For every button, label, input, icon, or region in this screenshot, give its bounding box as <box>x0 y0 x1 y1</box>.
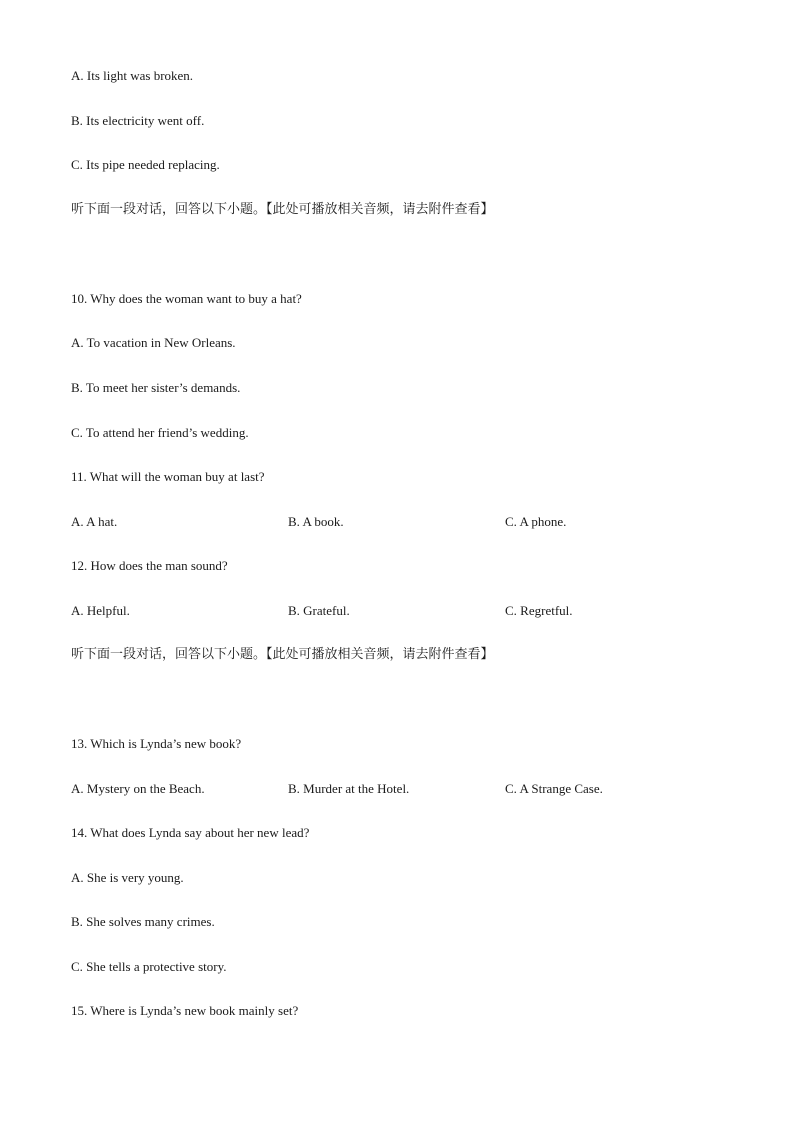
q10-option-b: B. To meet her sister’s demands. <box>71 380 241 395</box>
q12-option-a: A. Helpful. <box>71 603 130 618</box>
q14-option-c: C. She tells a protective story. <box>71 959 227 974</box>
q14-question: 14. What does Lynda say about her new lead? <box>71 825 310 840</box>
q12-question: 12. How does the man sound? <box>71 558 228 573</box>
q11-option-a: A. A hat. <box>71 514 118 529</box>
section-1-instruction: 听下面一段对话，回答以下小题。【此处可播放相关音频，请去附件查看】 <box>71 202 494 217</box>
q14-option-b: B. She solves many crimes. <box>71 914 215 929</box>
q12-options <box>71 603 731 619</box>
q13-question: 13. Which is Lynda’s new book? <box>71 736 242 751</box>
q10-option-c: C. To attend her friend’s wedding. <box>71 425 249 440</box>
q11-option-b: B. A book. <box>288 514 344 529</box>
q11-options <box>71 514 731 530</box>
q10-question: 10. Why does the woman want to buy a hat? <box>71 291 302 306</box>
q11-option-c: C. A phone. <box>505 514 567 529</box>
q9-option-b: B. Its electricity went off. <box>71 113 205 128</box>
q12-option-c: C. Regretful. <box>505 603 573 618</box>
section-2-instruction: 听下面一段对话，回答以下小题。【此处可播放相关音频，请去附件查看】 <box>71 647 494 662</box>
q10-option-a: A. To vacation in New Orleans. <box>71 335 236 350</box>
q9-option-a: A. Its light was broken. <box>71 68 194 83</box>
q14-option-a: A. She is very young. <box>71 870 184 885</box>
q13-options <box>71 781 731 797</box>
q12-option-b: B. Grateful. <box>288 603 350 618</box>
q11-question: 11. What will the woman buy at last? <box>71 469 265 484</box>
q15-question: 15. Where is Lynda’s new book mainly set? <box>71 1003 299 1018</box>
q13-option-c: C. A Strange Case. <box>505 781 603 796</box>
q9-option-c: C. Its pipe needed replacing. <box>71 157 220 172</box>
q13-option-a: A. Mystery on the Beach. <box>71 781 205 796</box>
q13-option-b: B. Murder at the Hotel. <box>288 781 410 796</box>
